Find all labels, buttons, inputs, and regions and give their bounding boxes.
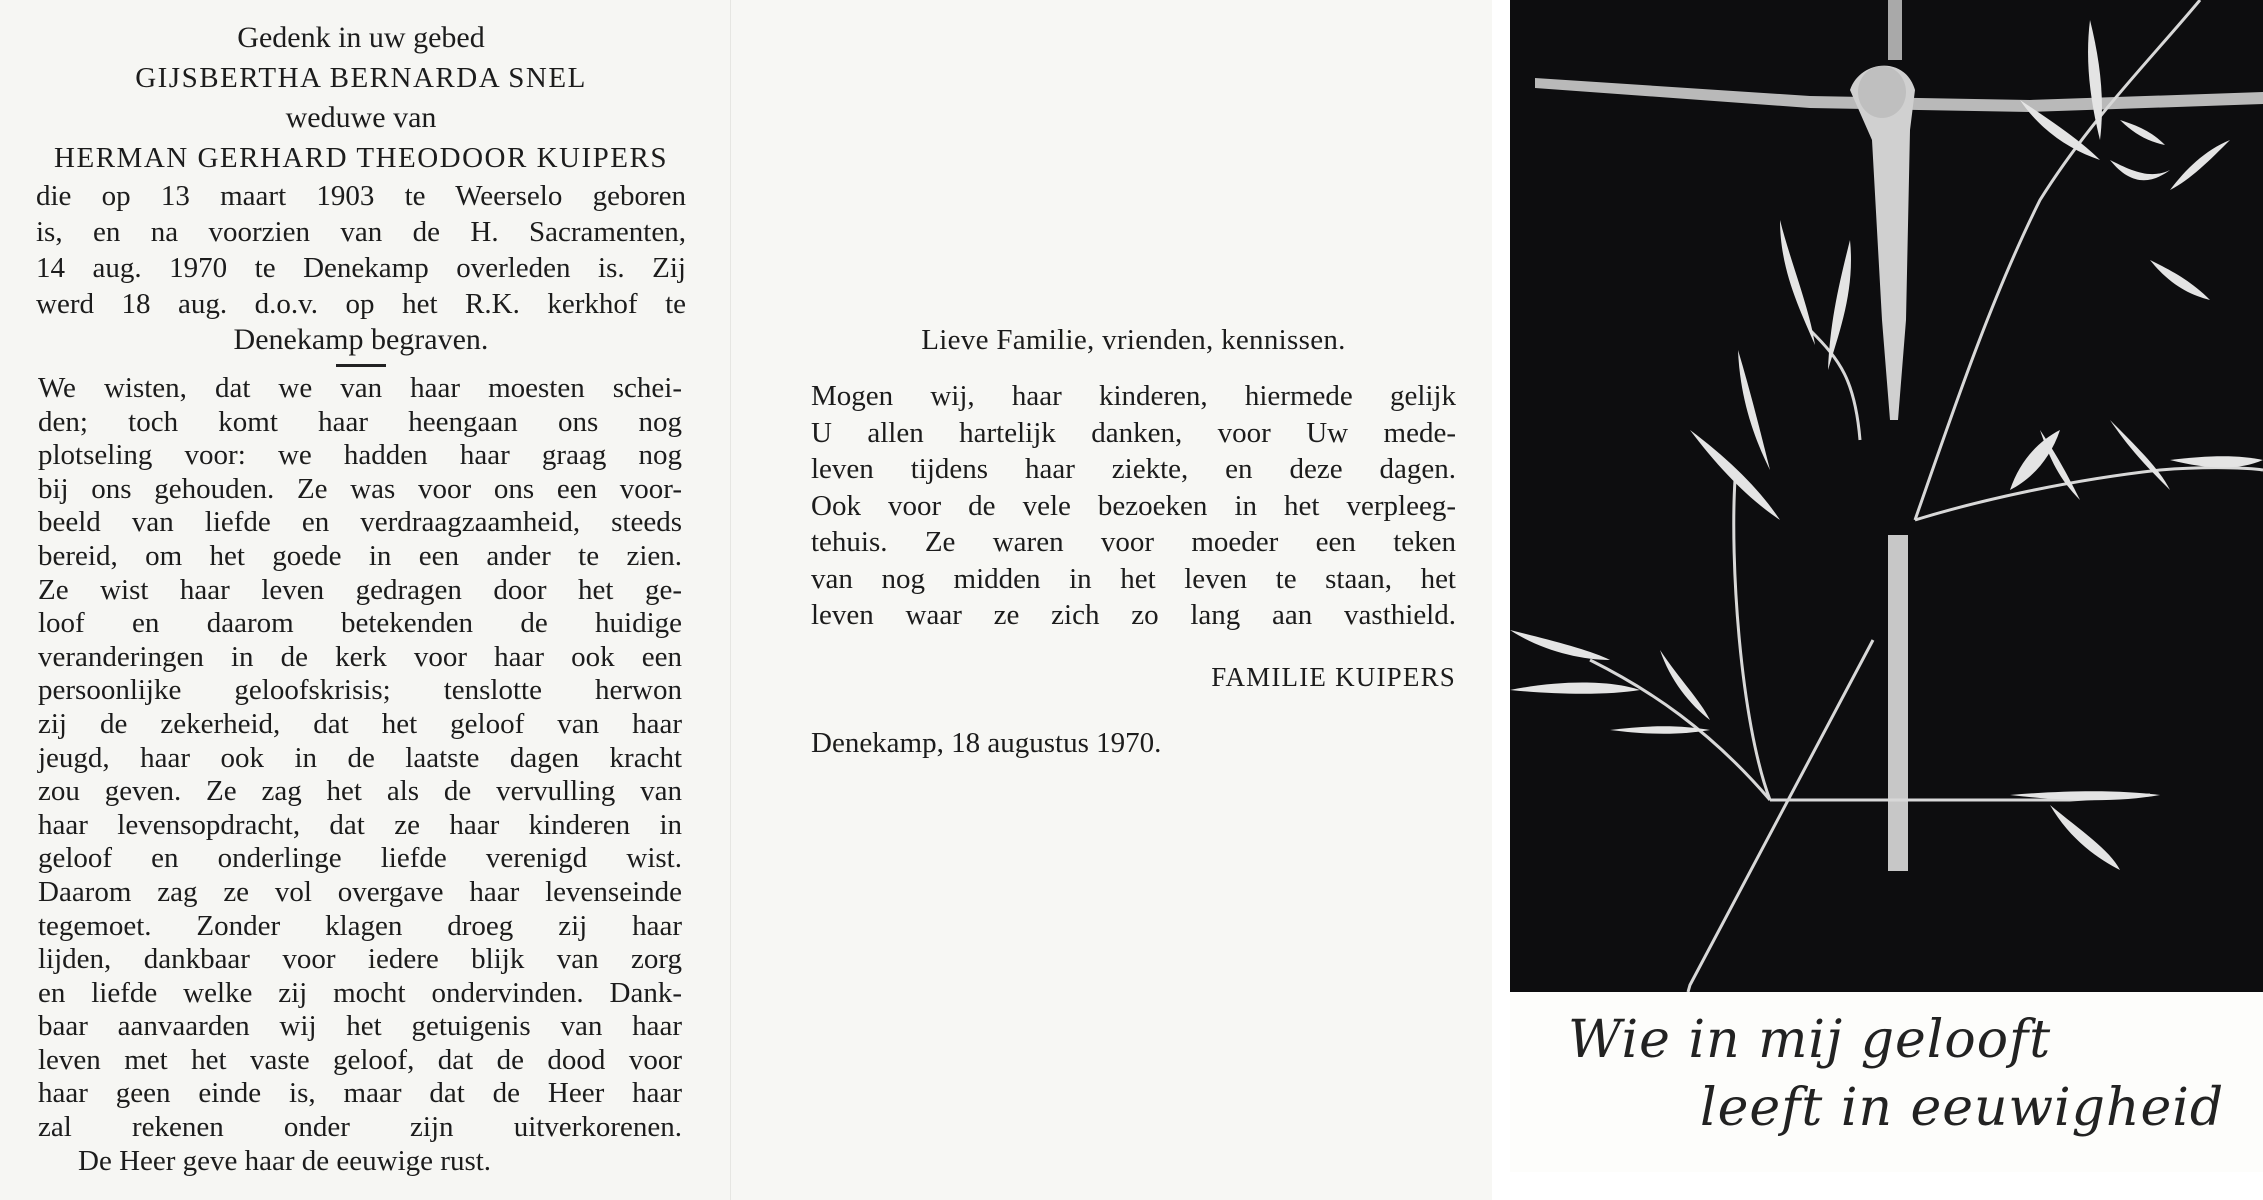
crucifix-illustration [1510, 0, 2263, 992]
memorial-line: plotseling voor: we hadden haar graag nog [38, 439, 682, 472]
thanks-line: tehuis. Ze waren voor moeder een teken [811, 526, 1456, 558]
memorial-line: lijden, dankbaar voor iedere blijk van zorg [38, 943, 682, 976]
memorial-line: veranderingen in de kerk voor haar ook een [38, 640, 682, 673]
thanks-line: leven tijdens haar ziekte, en deze dagen. [811, 453, 1456, 485]
thanks-line: leven waar ze zich zo lang aan vasthield. [811, 599, 1456, 631]
memorial-line: leven met het vaste geloof, dat de dood voor [38, 1043, 682, 1076]
signature: FAMILIE KUIPERS [1211, 661, 1456, 692]
intro-line-last: Denekamp begraven. [233, 323, 489, 356]
memorial-line: We wisten, dat we van haar moesten schei- [38, 372, 682, 404]
memorial-line: haar geen einde is, maar dat de Heer haar [38, 1077, 682, 1110]
caption-line-2: leeft in eeuwigheid [1700, 1078, 2225, 1138]
spouse-name: HERMAN GERHARD THEODOOR KUIPERS [54, 142, 668, 174]
intro-line: 14 aug. 1970 te Denekamp overleden is. Zij [36, 252, 686, 284]
caption-line-1: Wie in mij gelooft [1568, 1010, 2052, 1070]
intro-line: is, en na voorzien van de H. Sacramenten, [36, 216, 686, 248]
intro-line: werd 18 aug. d.o.v. op het R.K. kerkhof te [36, 288, 686, 320]
caption-area [1510, 992, 2263, 1172]
corpus-figure [1850, 66, 1915, 420]
memorial-line: zij de zekerheid, dat het geloof van haar [38, 707, 682, 740]
memorial-line: persoonlijke geloofskrisis; tenslotte herwon [38, 674, 682, 707]
memorial-line: zou geven. Ze zag het als de vervulling van [38, 775, 682, 808]
memorial-line: baar aanvaarden wij het getuigenis van haar [38, 1010, 682, 1043]
thanks-line: Mogen wij, haar kinderen, hiermede gelijk [811, 380, 1456, 412]
memorial-text [38, 372, 682, 1178]
header-block [36, 18, 686, 377]
memorial-line: beeld van liefde en verdraagzaamheid, steeds [38, 506, 682, 539]
cross-post [1888, 535, 1908, 871]
thank-you-text [811, 320, 1456, 760]
crucifix-photo [1510, 0, 2263, 992]
thanks-line: van nog midden in het leven te staan, het [811, 562, 1456, 595]
memorial-line: zal rekenen onder zijn uitverkorenen. [38, 1111, 682, 1144]
thanks-line: Ook voor de vele bezoeken in het verpleeg- [811, 489, 1456, 522]
memorial-line: en liefde welke zij mocht ondervinden. Dank- [38, 976, 682, 1009]
deceased-name: GIJSBERTHA BERNARDA SNEL [135, 62, 587, 94]
memorial-line: Ze wist haar leven gedragen door het ge- [38, 573, 682, 606]
intro-line: die op 13 maart 1903 te Weerselo geboren [36, 180, 686, 212]
middle-panel [730, 0, 1492, 1200]
grass-stems [1590, 0, 2263, 992]
memorial-line: Daarom zag ze vol overgave haar levenseinde [38, 875, 682, 908]
memorial-line: bij ons gehouden. Ze was voor ons een voor- [38, 472, 682, 505]
memorial-line: bereid, om het goede in een ander te zien. [38, 539, 682, 572]
left-panel [0, 0, 730, 1200]
header-line-3: weduwe van [285, 101, 437, 134]
corpus-head [1858, 66, 1906, 118]
closing-prayer: De Heer geve haar de eeuwige rust. [78, 1144, 492, 1177]
separator-rule [336, 364, 386, 367]
greeting: Lieve Familie, vrienden, kennissen. [921, 324, 1346, 356]
memorial-line: den; toch komt haar heengaan ons nog [38, 405, 682, 438]
memorial-line: haar levensopdracht, dat ze haar kinderen in [38, 808, 682, 841]
thanks-line: U allen hartelijk danken, voor Uw mede- [811, 416, 1456, 449]
right-panel [1492, 0, 2263, 1200]
header-line-1: Gedenk in uw gebed [237, 21, 485, 54]
cross-top [1888, 0, 1902, 60]
memorial-line: jeugd, haar ook in de laatste dagen kracht [38, 741, 682, 774]
place-date: Denekamp, 18 augustus 1970. [811, 726, 1162, 759]
memorial-line: geloof en onderlinge liefde verenigd wist. [38, 842, 682, 875]
memorial-line: loof en daarom betekenden de huidige [38, 607, 682, 640]
memorial-line: tegemoet. Zonder klagen droeg zij haar [38, 909, 682, 942]
